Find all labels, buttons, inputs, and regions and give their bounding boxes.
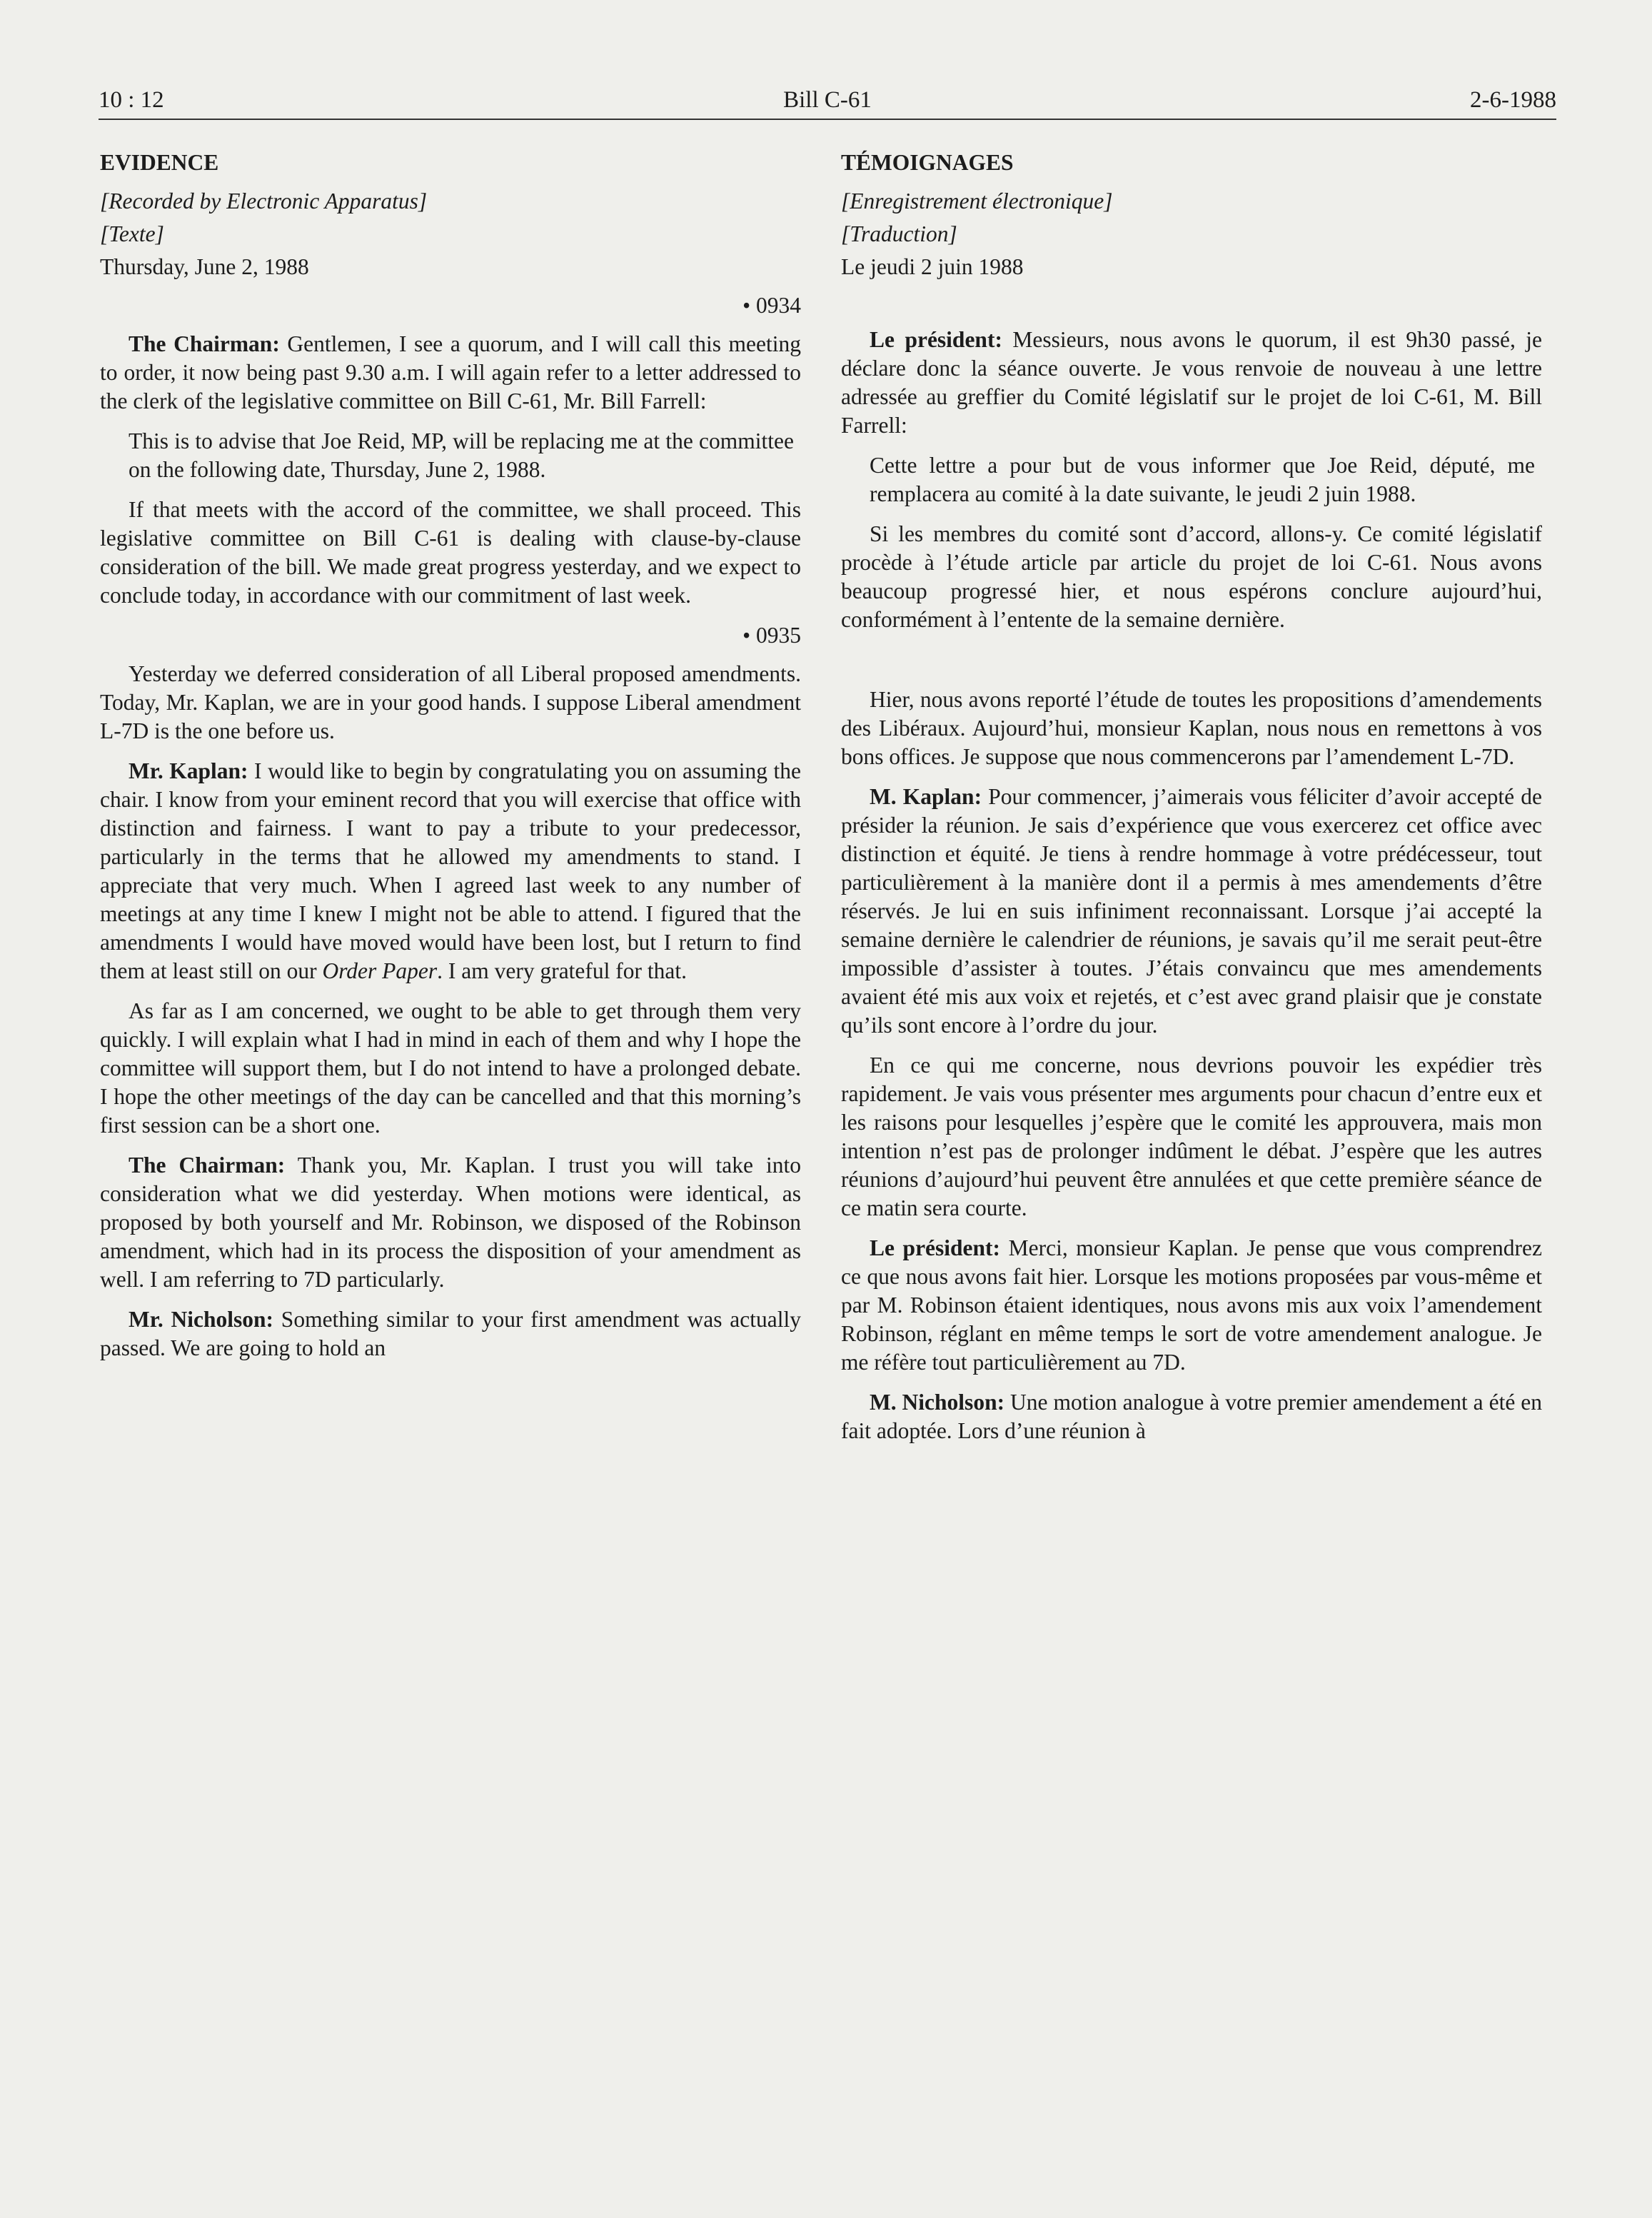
speaker-label: The Chairman:	[129, 1153, 286, 1178]
nicholson-paragraph	[100, 1305, 801, 1363]
text-note: [Texte]	[100, 221, 164, 246]
paragraph-text: I would like to begin by congratulating you on assuming the chair. I know from your eminent record that you will exercise that office with distinction and fairness. I want to pay a tribute to your predecessor, particularly in the terms that he allowed my amendments to stand. I appreciate that very much. When I agreed last week to any number of meetings at any time I knew I might not be able to attend. I figured that the amendments I would have moved would have been lost, but I return to find them at least still on our	[100, 758, 801, 983]
paragraph-text: Merci, monsieur Kaplan. Je pense que vous comprendrez ce que nous avons fait hier. Lorsque les motions proposées par vous-même et par M. Robinson étaient identiques, nous avons mis aux voix l’amendement Robinson, réglant en même temps le sort de votre amendement analogue. Je me réfère tout particulièrement au 7D.	[841, 1235, 1543, 1375]
speaker-label: The Chairman:	[129, 331, 280, 356]
paragraph: As far as I am concerned, we ought to be able to get through them very quickly. I will explain what I had in mind in each of them and why I hope the committee will support them, but I do not intend to have a prolonged debate. I hope the other meetings of the day can be cancelled and that this morning’s first session can be a short one.	[100, 998, 801, 1138]
paragraph-text: Une motion analogue à votre premier amendement a été en fait adoptée. Lors d’une réunion à	[841, 1390, 1543, 1443]
kaplan-paragraph	[841, 783, 1542, 1040]
nicholson-paragraph	[841, 1388, 1542, 1445]
speaker-label: Le président:	[870, 1235, 1001, 1260]
president-reply-paragraph	[841, 1234, 1542, 1377]
header-rule	[99, 119, 1556, 120]
paragraph: En ce qui me concerne, nous devrions pouvoir les expédier très rapidement. Je vais vous présenter mes arguments pour chacun d’entre eux et les raisons pour lesquelles j’espère que le comité les approuvera, mais mon intention n’est pas de prolonger indûment le débat. J’espère que les autres réunions d’aujourd’hui peuvent être annulées et que cette première séance de ce matin sera courte.	[841, 1053, 1542, 1220]
text-note: [Traduction]	[841, 221, 957, 246]
chairman-opening-paragraph	[100, 330, 801, 416]
evidence-heading: EVIDENCE	[100, 150, 219, 175]
spacer	[841, 286, 1542, 326]
speaker-label: Mr. Nicholson:	[129, 1307, 274, 1332]
paragraph: Si les membres du comité sont d’accord, allons-y. Ce comité législatif procède à l’étude article par article du projet de loi C-61. Nous avons beaucoup progressé hier, et nous espérons conclure aujourd’hui, conformément à l’entente de la semaine dernière.	[841, 521, 1542, 632]
chairman-reply-paragraph	[100, 1151, 801, 1294]
document-title: Bill C-61	[783, 87, 872, 113]
page-header	[99, 80, 1556, 120]
speaker-label: Mr. Kaplan:	[129, 758, 248, 783]
speaker-label: M. Kaplan:	[870, 784, 982, 809]
paragraph: If that meets with the accord of the committee, we shall proceed. This legislative committee on Bill C-61 is dealing with clause-by-clause consideration of the bill. We made great progress yesterday, and we expect to conclude today, in accordance with our commitment of last week.	[100, 497, 801, 608]
paragraph-text: Pour commencer, j’aimerais vous féliciter d’avoir accepté de présider la réunion. Je sais d’expérience que vous exercerez cet office avec distinction et équité. Je tiens à rendre hommage à votre prédécesseur, tout particulièrement à la manière dont il a permis à mes amendements d’être réservés. Je lui en suis infiniment reconnaissant. Lorsque j’ai accepté la semaine dernière le calendrier de réunions, je savais qu’il me serait peut-être impossible d’assister à toutes. J’étais convaincu que mes amendements avaient été mis aux voix et rejetés, et c’est avec grand plaisir que je constate qu’ils sont encore à l’ordre du jour.	[841, 784, 1542, 1038]
spacer	[841, 646, 1542, 686]
paragraph-text: Gentlemen, I see a quorum, and I will call this meeting to order, it now being past 9.30 a.m. I will again refer to a letter addressed to the clerk of the legislative committee on Bill C-61, Mr. Bill Farrell:	[100, 331, 801, 413]
english-column	[100, 137, 801, 1374]
header-date: 2-6-1988	[1470, 87, 1556, 113]
time-marker: • 0935	[742, 623, 801, 648]
paragraph-text: Thank you, Mr. Kaplan. I trust you will take into consideration what we did yesterday. When motions were identical, as proposed by both yourself and Mr. Robinson, we disposed of the Robinson amendment, which had in its process the disposition of your amendment as well. I am referring to 7D particularly.	[100, 1153, 801, 1292]
letter-quote: Cette lettre a pour but de vous informer que Joe Reid, député, me remplacera au comité à la date suivante, le jeudi 2 juin 1988.	[870, 453, 1535, 506]
french-column	[841, 137, 1542, 1457]
recorded-note: [Recorded by Electronic Apparatus]	[100, 189, 428, 214]
paragraph-text: Something similar to your first amendment was actually passed. We are going to hold an	[100, 1307, 801, 1360]
paragraph-text: Messieurs, nous avons le quorum, il est 9h30 passé, je déclare donc la séance ouverte. Je vous renvoie de nouveau à une lettre adressée au greffier du Comité législatif sur le projet de loi C-61, M. Bill Farrell:	[841, 327, 1542, 438]
time-marker: • 0934	[742, 293, 801, 318]
page-number: 10 : 12	[99, 87, 164, 113]
speaker-label: Le président:	[870, 327, 1002, 352]
speaker-label: M. Nicholson:	[870, 1390, 1005, 1415]
paragraph: Yesterday we deferred consideration of all Liberal proposed amendments. Today, Mr. Kaplan, we are in your good hands. I suppose Liberal amendment L-7D is the one before us.	[100, 661, 801, 743]
paragraph-text: . I am very grateful for that.	[437, 958, 687, 983]
sitting-date: Le jeudi 2 juin 1988	[841, 254, 1024, 279]
paragraph: Hier, nous avons reporté l’étude de toutes les propositions d’amendements des Libéraux. Aujourd’hui, monsieur Kaplan, nous nous en remettons à vos bons offices. Je suppose que nous commencerons par l’amendement L-7D.	[841, 687, 1542, 769]
recorded-note: [Enregistrement électronique]	[841, 189, 1113, 214]
temoignages-heading: TÉMOIGNAGES	[841, 150, 1014, 175]
president-opening-paragraph	[841, 326, 1542, 440]
order-paper-term: Order Paper	[322, 958, 438, 983]
sitting-date: Thursday, June 2, 1988	[100, 254, 309, 279]
kaplan-paragraph	[100, 757, 801, 985]
letter-quote: This is to advise that Joe Reid, MP, will be replacing me at the committee on the following date, Thursday, June 2, 1988.	[129, 428, 794, 482]
